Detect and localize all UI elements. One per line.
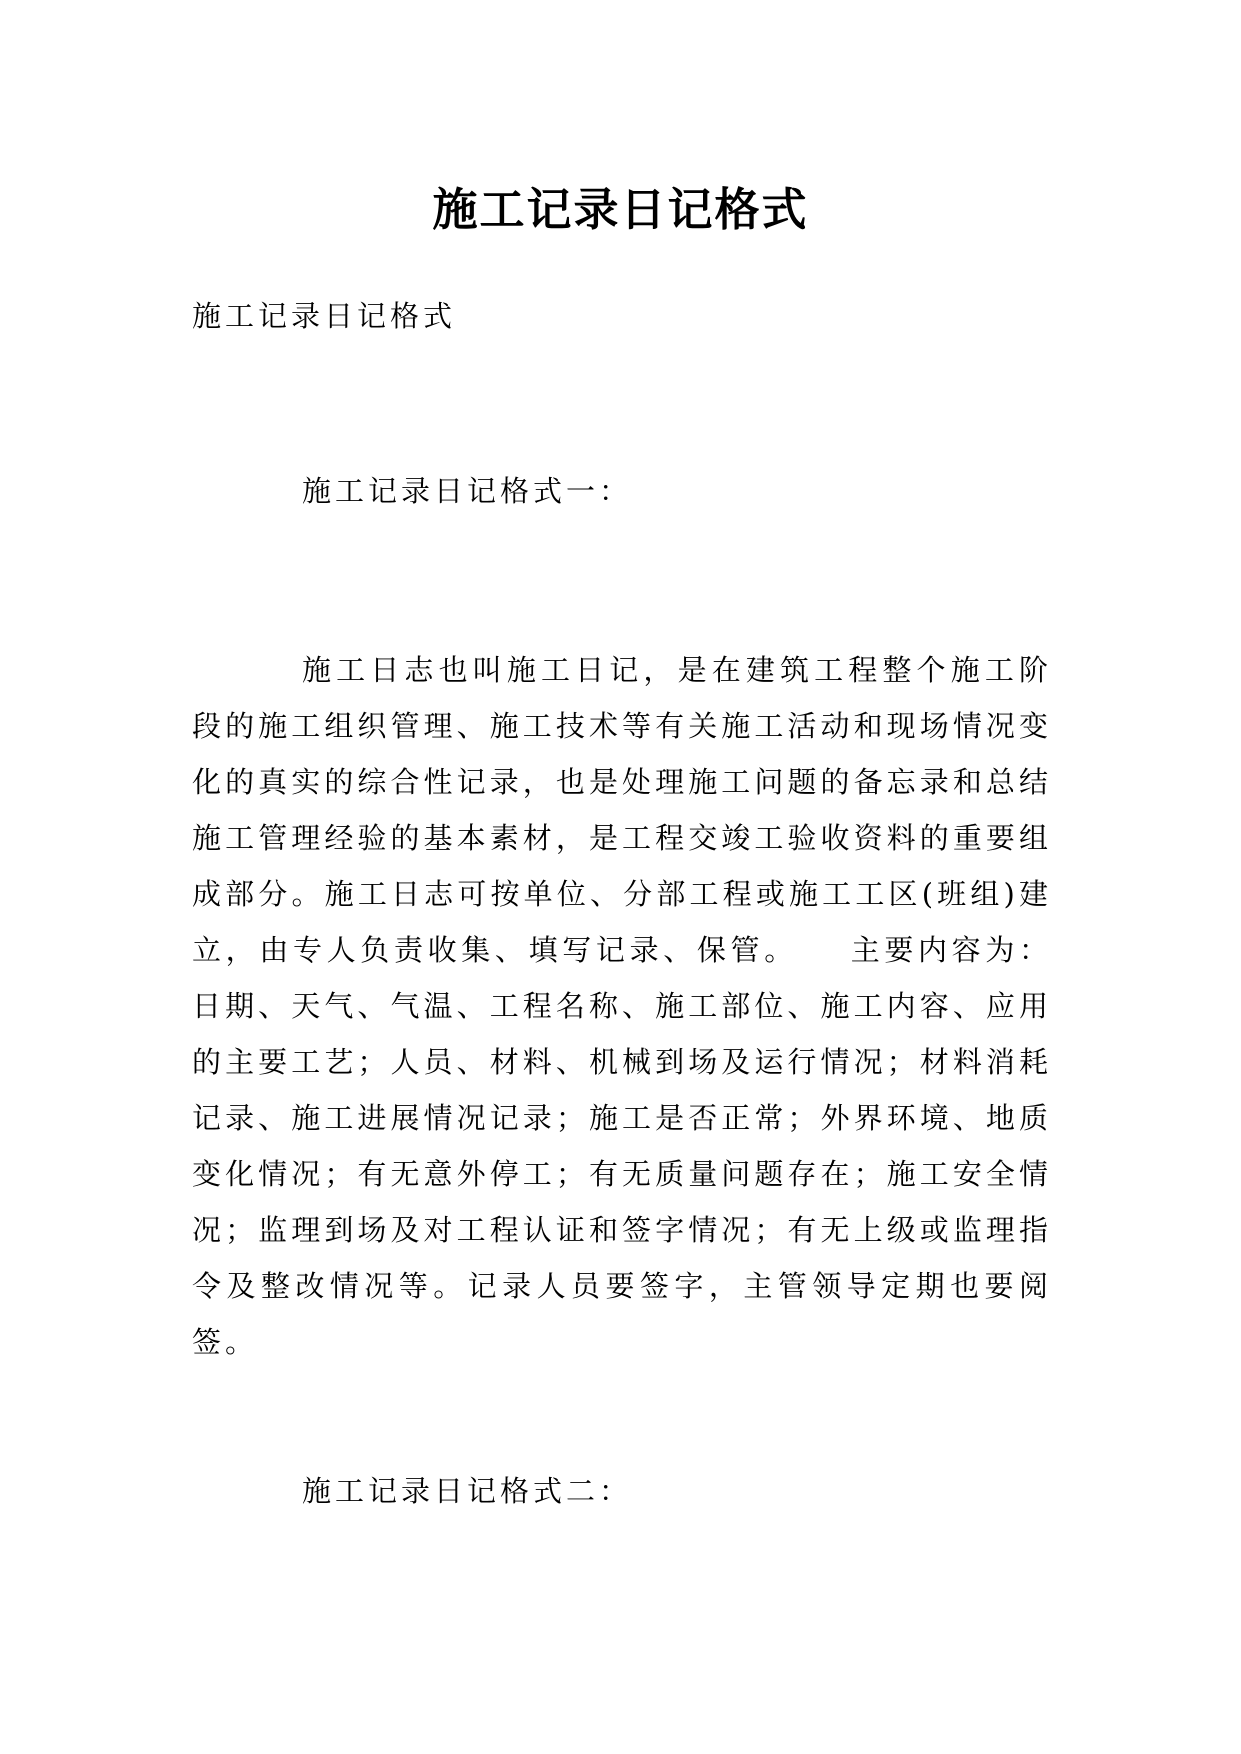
section-two-heading: 施工记录日记格式二： bbox=[302, 1474, 633, 1508]
document-subtitle: 施工记录日记格式 bbox=[192, 299, 457, 333]
section-one-body: 施工日志也叫施工日记，是在建筑工程整个施工阶段的施工组织管理、施工技术等有关施工活动和现场情况变化的真实的综合性记录，也是处理施工问题的备忘录和总结施工管理经验的基本素材，是工程交竣工验收资料的重要组成部分。施工日志可按单位、分部工程或施工工区(班组)建立，由专人负责收集、填写记录、保管。 主要内容为：日期、天气、气温、工程名称、施工部位、施工内容、应用的主要工艺；人员、材料、机械到场及运行情况；材料消耗记录、施工进展情况记录；施工是否正常；外界环境、地质变化情况；有无意外停工；有无质量问题存在；施工安全情况；监理到场及对工程认证和签字情况；有无上级或监理指令及整改情况等。记录人员要签字，主管领导定期也要阅签。 bbox=[192, 653, 1052, 1359]
document-title: 施工记录日记格式 bbox=[432, 183, 809, 237]
section-one-heading: 施工记录日记格式一： bbox=[302, 474, 633, 508]
